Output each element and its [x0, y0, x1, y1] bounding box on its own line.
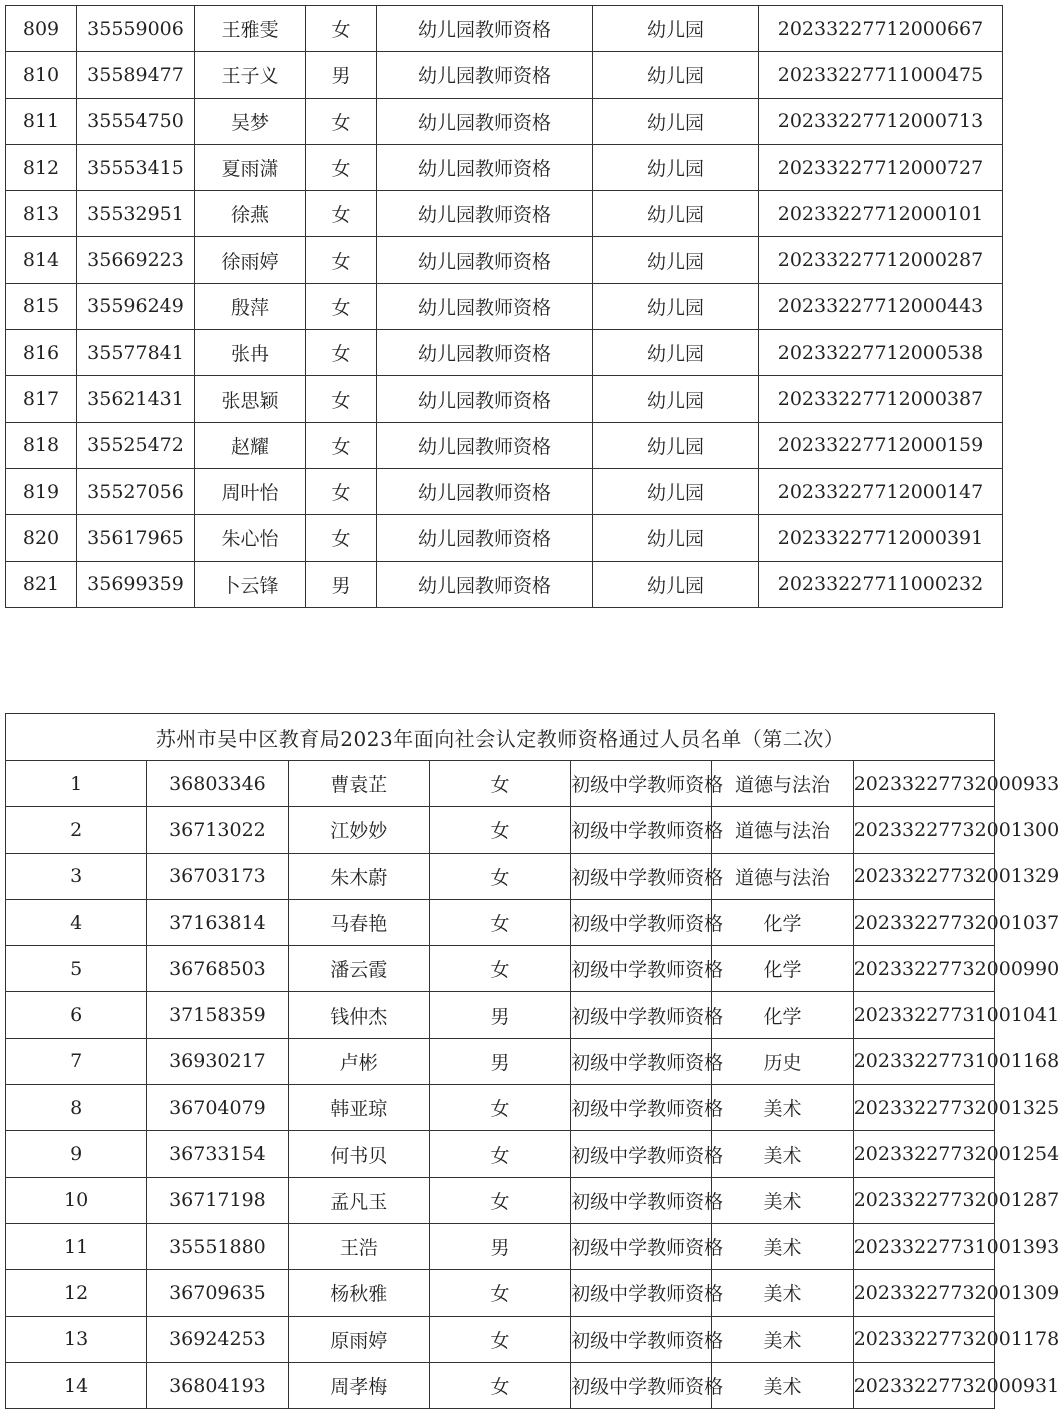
row-number-cell: 6 [6, 992, 147, 1038]
certificate-type-cell: 幼儿园教师资格 [377, 98, 593, 144]
row-number-cell: 819 [6, 468, 77, 514]
name-cell: 王雅雯 [195, 6, 306, 52]
name-cell: 王浩 [288, 1223, 429, 1269]
gender-cell: 男 [429, 1038, 570, 1084]
applicant-id-cell: 36924253 [147, 1316, 288, 1362]
subject-cell: 幼儿园 [593, 6, 759, 52]
certificate-type-cell: 初级中学教师资格 [571, 1270, 712, 1316]
gender-cell: 女 [429, 1362, 570, 1408]
name-cell: 杨秋雅 [288, 1270, 429, 1316]
gender-cell: 男 [306, 561, 377, 607]
row-number-cell: 820 [6, 515, 77, 561]
subject-cell: 幼儿园 [593, 515, 759, 561]
certificate-type-cell: 幼儿园教师资格 [377, 283, 593, 329]
certificate-number-cell: 20233227732000990 [853, 946, 994, 992]
row-number-cell: 811 [6, 98, 77, 144]
table-title-row [6, 714, 995, 761]
table-row [6, 1316, 995, 1362]
table-row [6, 52, 1003, 98]
subject-cell: 美术 [712, 1223, 853, 1269]
certificate-number-cell: 20233227712000147 [759, 468, 1003, 514]
subject-cell: 历史 [712, 1038, 853, 1084]
subject-cell: 美术 [712, 1270, 853, 1316]
applicant-id-cell: 36733154 [147, 1131, 288, 1177]
table-row [6, 561, 1003, 607]
row-number-cell: 10 [6, 1177, 147, 1223]
table-row [6, 1085, 995, 1131]
table-row [6, 946, 995, 992]
gender-cell: 女 [429, 807, 570, 853]
name-cell: 殷萍 [195, 283, 306, 329]
certificate-number-cell: 20233227732001037 [853, 899, 994, 945]
roster-table-junior-middle [5, 713, 1059, 1409]
applicant-id-cell: 35551880 [147, 1223, 288, 1269]
certificate-type-cell: 幼儿园教师资格 [377, 376, 593, 422]
certificate-number-cell: 20233227712000538 [759, 330, 1003, 376]
row-number-cell: 2 [6, 807, 147, 853]
certificate-number-cell: 20233227711000475 [759, 52, 1003, 98]
certificate-type-cell: 幼儿园教师资格 [377, 237, 593, 283]
table-row [6, 807, 995, 853]
subject-cell: 化学 [712, 992, 853, 1038]
gender-cell: 女 [306, 468, 377, 514]
certificate-number-cell: 20233227712000727 [759, 144, 1003, 190]
certificate-number-cell: 20233227732001178 [853, 1316, 994, 1362]
certificate-type-cell: 幼儿园教师资格 [377, 561, 593, 607]
table-row [6, 899, 995, 945]
certificate-number-cell: 20233227712000667 [759, 6, 1003, 52]
name-cell: 卢彬 [288, 1038, 429, 1084]
applicant-id-cell: 36704079 [147, 1085, 288, 1131]
subject-cell: 道德与法治 [712, 853, 853, 899]
applicant-id-cell: 36713022 [147, 807, 288, 853]
certificate-number-cell: 20233227731001393 [853, 1223, 994, 1269]
applicant-id-cell: 35669223 [77, 237, 195, 283]
applicant-id-cell: 36768503 [147, 946, 288, 992]
table-row [6, 422, 1003, 468]
name-cell: 夏雨潇 [195, 144, 306, 190]
table-row [6, 376, 1003, 422]
name-cell: 周孝梅 [288, 1362, 429, 1408]
table-row [6, 283, 1003, 329]
gender-cell: 女 [429, 1270, 570, 1316]
subject-cell: 美术 [712, 1362, 853, 1408]
gender-cell: 女 [306, 191, 377, 237]
name-cell: 何书贝 [288, 1131, 429, 1177]
certificate-number-cell: 20233227731001041 [853, 992, 994, 1038]
name-cell: 马春艳 [288, 899, 429, 945]
certificate-type-cell: 幼儿园教师资格 [377, 330, 593, 376]
row-number-cell: 817 [6, 376, 77, 422]
certificate-type-cell: 幼儿园教师资格 [377, 52, 593, 98]
name-cell: 吴梦 [195, 98, 306, 144]
certificate-type-cell: 初级中学教师资格 [571, 899, 712, 945]
certificate-number-cell: 20233227732001287 [853, 1177, 994, 1223]
table-row [6, 6, 1003, 52]
applicant-id-cell: 35617965 [77, 515, 195, 561]
table-row [6, 237, 1003, 283]
row-number-cell: 11 [6, 1223, 147, 1269]
subject-cell: 幼儿园 [593, 98, 759, 144]
certificate-number-cell: 20233227732001329 [853, 853, 994, 899]
row-number-cell: 3 [6, 853, 147, 899]
certificate-number-cell: 20233227731001168 [853, 1038, 994, 1084]
name-cell: 徐燕 [195, 191, 306, 237]
gender-cell: 女 [306, 283, 377, 329]
gender-cell: 男 [306, 52, 377, 98]
gender-cell: 女 [306, 6, 377, 52]
gender-cell: 女 [429, 899, 570, 945]
certificate-type-cell: 初级中学教师资格 [571, 1131, 712, 1177]
roster-table-kindergarten [5, 5, 1003, 608]
certificate-type-cell: 初级中学教师资格 [571, 853, 712, 899]
table-row [6, 1362, 995, 1408]
row-number-cell: 816 [6, 330, 77, 376]
row-number-cell: 815 [6, 283, 77, 329]
name-cell: 朱心怡 [195, 515, 306, 561]
name-cell: 张冉 [195, 330, 306, 376]
certificate-type-cell: 初级中学教师资格 [571, 1223, 712, 1269]
certificate-number-cell: 20233227711000232 [759, 561, 1003, 607]
applicant-id-cell: 37163814 [147, 899, 288, 945]
certificate-type-cell: 幼儿园教师资格 [377, 6, 593, 52]
subject-cell: 幼儿园 [593, 283, 759, 329]
certificate-type-cell: 幼儿园教师资格 [377, 468, 593, 514]
applicant-id-cell: 36717198 [147, 1177, 288, 1223]
certificate-type-cell: 初级中学教师资格 [571, 1177, 712, 1223]
subject-cell: 美术 [712, 1131, 853, 1177]
applicant-id-cell: 35554750 [77, 98, 195, 144]
name-cell: 潘云霞 [288, 946, 429, 992]
subject-cell: 幼儿园 [593, 144, 759, 190]
subject-cell: 幼儿园 [593, 52, 759, 98]
subject-cell: 美术 [712, 1177, 853, 1223]
applicant-id-cell: 36804193 [147, 1362, 288, 1408]
applicant-id-cell: 35699359 [77, 561, 195, 607]
gender-cell: 女 [306, 98, 377, 144]
subject-cell: 幼儿园 [593, 191, 759, 237]
row-number-cell: 8 [6, 1085, 147, 1131]
gender-cell: 女 [429, 1316, 570, 1362]
row-number-cell: 4 [6, 899, 147, 945]
applicant-id-cell: 35525472 [77, 422, 195, 468]
row-number-cell: 812 [6, 144, 77, 190]
subject-cell: 幼儿园 [593, 376, 759, 422]
certificate-type-cell: 初级中学教师资格 [571, 1038, 712, 1084]
name-cell: 徐雨婷 [195, 237, 306, 283]
applicant-id-cell: 35596249 [77, 283, 195, 329]
subject-cell: 幼儿园 [593, 422, 759, 468]
gender-cell: 女 [306, 376, 377, 422]
gender-cell: 女 [306, 422, 377, 468]
subject-cell: 幼儿园 [593, 468, 759, 514]
name-cell: 王子义 [195, 52, 306, 98]
subject-cell: 美术 [712, 1085, 853, 1131]
applicant-id-cell: 36803346 [147, 761, 288, 807]
gender-cell: 女 [429, 1131, 570, 1177]
subject-cell: 幼儿园 [593, 330, 759, 376]
gender-cell: 女 [306, 330, 377, 376]
certificate-type-cell: 幼儿园教师资格 [377, 191, 593, 237]
certificate-type-cell: 初级中学教师资格 [571, 1316, 712, 1362]
name-cell: 曹袁芷 [288, 761, 429, 807]
table-row [6, 191, 1003, 237]
applicant-id-cell: 35553415 [77, 144, 195, 190]
applicant-id-cell: 35559006 [77, 6, 195, 52]
gender-cell: 女 [429, 853, 570, 899]
name-cell: 原雨婷 [288, 1316, 429, 1362]
table-row [6, 761, 995, 807]
row-number-cell: 1 [6, 761, 147, 807]
name-cell: 韩亚琼 [288, 1085, 429, 1131]
certificate-type-cell: 初级中学教师资格 [571, 946, 712, 992]
applicant-id-cell: 36703173 [147, 853, 288, 899]
certificate-number-cell: 20233227712000287 [759, 237, 1003, 283]
subject-cell: 幼儿园 [593, 561, 759, 607]
certificate-number-cell: 20233227712000387 [759, 376, 1003, 422]
applicant-id-cell: 35532951 [77, 191, 195, 237]
table-body [6, 714, 1059, 1409]
gender-cell: 女 [429, 761, 570, 807]
name-cell: 卜云锋 [195, 561, 306, 607]
applicant-id-cell: 35527056 [77, 468, 195, 514]
certificate-type-cell: 初级中学教师资格 [571, 761, 712, 807]
table-row [6, 330, 1003, 376]
gender-cell: 女 [429, 1085, 570, 1131]
row-number-cell: 7 [6, 1038, 147, 1084]
subject-cell: 幼儿园 [593, 237, 759, 283]
certificate-number-cell: 20233227732001254 [853, 1131, 994, 1177]
name-cell: 孟凡玉 [288, 1177, 429, 1223]
name-cell: 赵耀 [195, 422, 306, 468]
row-number-cell: 809 [6, 6, 77, 52]
table-row [6, 1177, 995, 1223]
row-number-cell: 14 [6, 1362, 147, 1408]
certificate-type-cell: 初级中学教师资格 [571, 992, 712, 1038]
certificate-number-cell: 20233227712000443 [759, 283, 1003, 329]
name-cell: 江妙妙 [288, 807, 429, 853]
certificate-number-cell: 20233227732001309 [853, 1270, 994, 1316]
row-number-cell: 13 [6, 1316, 147, 1362]
row-number-cell: 12 [6, 1270, 147, 1316]
subject-cell: 美术 [712, 1316, 853, 1362]
gender-cell: 女 [429, 1177, 570, 1223]
subject-cell: 道德与法治 [712, 761, 853, 807]
certificate-type-cell: 初级中学教师资格 [571, 1085, 712, 1131]
gender-cell: 女 [306, 237, 377, 283]
gender-cell: 女 [429, 946, 570, 992]
table-row [6, 468, 1003, 514]
subject-cell: 化学 [712, 899, 853, 945]
name-cell: 朱木蔚 [288, 853, 429, 899]
table-row [6, 1223, 995, 1269]
name-cell: 周叶怡 [195, 468, 306, 514]
applicant-id-cell: 36709635 [147, 1270, 288, 1316]
gender-cell: 女 [306, 515, 377, 561]
certificate-type-cell: 初级中学教师资格 [571, 807, 712, 853]
row-number-cell: 818 [6, 422, 77, 468]
table-row [6, 1270, 995, 1316]
certificate-number-cell: 20233227732001300 [853, 807, 994, 853]
table-row [6, 98, 1003, 144]
certificate-number-cell: 20233227732000933 [853, 761, 994, 807]
row-number-cell: 813 [6, 191, 77, 237]
applicant-id-cell: 37158359 [147, 992, 288, 1038]
table-row [6, 1038, 995, 1084]
certificate-number-cell: 20233227732001325 [853, 1085, 994, 1131]
row-number-cell: 5 [6, 946, 147, 992]
row-number-cell: 810 [6, 52, 77, 98]
table-row [6, 515, 1003, 561]
certificate-number-cell: 20233227712000391 [759, 515, 1003, 561]
name-cell: 钱仲杰 [288, 992, 429, 1038]
certificate-type-cell: 幼儿园教师资格 [377, 515, 593, 561]
gender-cell: 女 [306, 144, 377, 190]
certificate-number-cell: 20233227712000713 [759, 98, 1003, 144]
applicant-id-cell: 35621431 [77, 376, 195, 422]
applicant-id-cell: 36930217 [147, 1038, 288, 1084]
table-title: 苏州市吴中区教育局2023年面向社会认定教师资格通过人员名单（第二次） [6, 714, 995, 761]
table-body [6, 6, 1003, 608]
row-number-cell: 9 [6, 1131, 147, 1177]
applicant-id-cell: 35577841 [77, 330, 195, 376]
name-cell: 张思颖 [195, 376, 306, 422]
certificate-type-cell: 幼儿园教师资格 [377, 422, 593, 468]
gender-cell: 男 [429, 992, 570, 1038]
certificate-number-cell: 20233227712000101 [759, 191, 1003, 237]
gender-cell: 男 [429, 1223, 570, 1269]
subject-cell: 道德与法治 [712, 807, 853, 853]
applicant-id-cell: 35589477 [77, 52, 195, 98]
certificate-number-cell: 20233227732000931 [853, 1362, 994, 1408]
table-row [6, 1131, 995, 1177]
certificate-type-cell: 初级中学教师资格 [571, 1362, 712, 1408]
certificate-number-cell: 20233227712000159 [759, 422, 1003, 468]
table-row [6, 853, 995, 899]
subject-cell: 化学 [712, 946, 853, 992]
row-number-cell: 821 [6, 561, 77, 607]
table-row [6, 144, 1003, 190]
row-number-cell: 814 [6, 237, 77, 283]
table-row [6, 992, 995, 1038]
certificate-type-cell: 幼儿园教师资格 [377, 144, 593, 190]
